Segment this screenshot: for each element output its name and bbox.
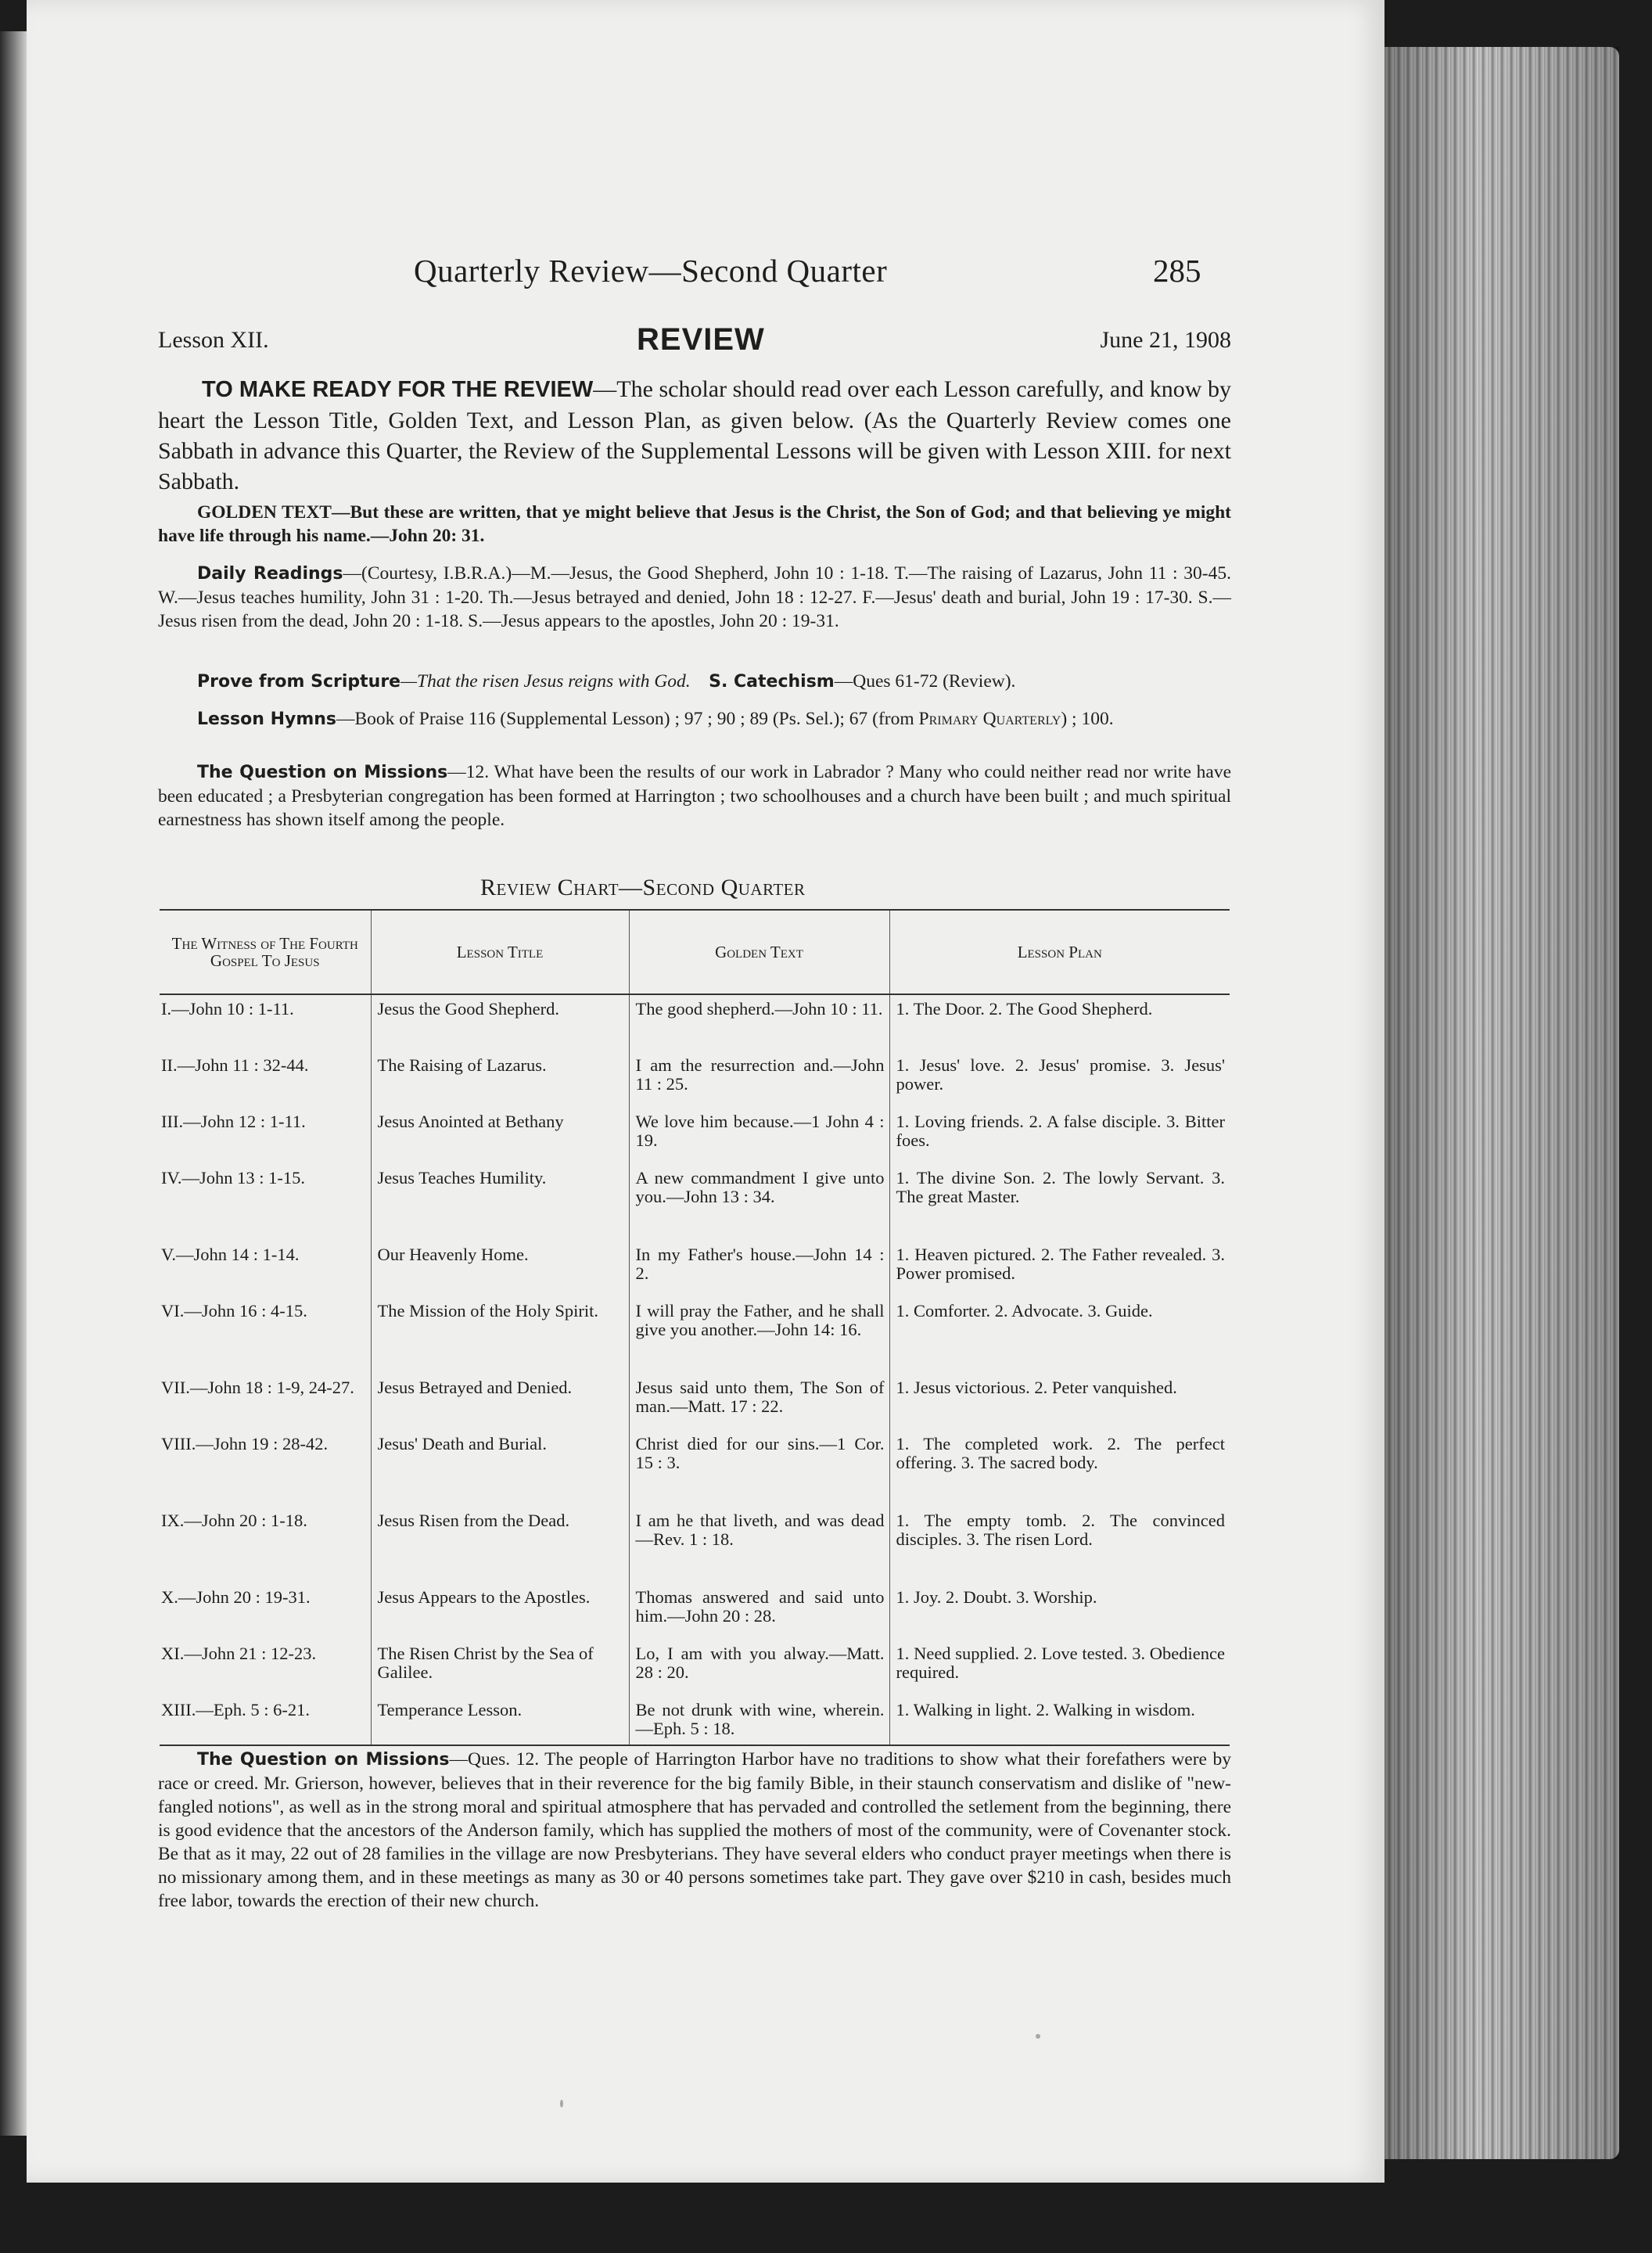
lesson-hymns: [158, 707, 1231, 731]
chart-cell-golden-text: We love him because.—1 John 4 : 19.: [629, 1108, 889, 1164]
chart-cell-title: Jesus the Good Shepherd.: [371, 994, 629, 1051]
review-chart-title: Review Chart—Second Quarter: [480, 875, 806, 900]
closing-label: The Question on Missions: [197, 1750, 450, 1770]
daily-readings-text: —(Courtesy, I.B.R.A.)—M.—Jesus, the Good Shepherd, John 10 : 1-18. T.—The raising of Lazarus, John 11 : 30-45. W.—Jesus teaches humility, John 31 : 1-20. Th.—Jesus betrayed and denied, John 18 : 12-27. F.—Jesus' death and burial, John 19 : 17-30. S.—Jesus risen from the dead, John 20 : 1-18. S.—Jesus appears to the apostles, John 20 : 19-31.: [158, 563, 1231, 631]
chart-cell-witness: VIII.—John 19 : 28-42.: [161, 1434, 329, 1453]
table-row: [160, 1640, 1230, 1696]
hymns-tail: ) ; 100.: [1061, 709, 1114, 729]
chart-cell-witness: III.—John 12 : 1-11.: [161, 1112, 306, 1131]
closing-text: —Ques. 12. The people of Harrington Harbor have no traditions to show what their forefathers were by race or creed. Mr. Grierson, however, believes that in their reverence for the big family Bible, in their staunch conservatism and dislike of "new-fangled notions", as well as in the strong moral and spiritual atmosphere that has pervaded and controlled the setlement from the beginning, there is good evidence that the ancestors of the Anderson family, which has supplied the mothers of most of the community, were of Covenanter stock. Be that as it may, 22 out of 28 families in the village are now Presbyterians. They have several elders who conduct prayer meetings when there is no missionary among them, and in these meetings as many as 30 or 40 persons sometimes take part. They gave over $210 in cash, besides much free labor, towards the erection of their new church.: [158, 1749, 1231, 1911]
table-row: [160, 1583, 1230, 1640]
chart-cell-golden-text: Lo, I am with you alway.—Matt. 28 : 20.: [629, 1640, 889, 1696]
table-row: [160, 1051, 1230, 1108]
lesson-title: REVIEW: [637, 322, 765, 357]
missions-question-text: —12. What have been the results of our work in Labrador ? Many who could neither read nor write have been educated ; a Presbyterian congregation has been formed at Harrington ; two schoolhouses and a church have been built ; and much spiritual earnestness has shown itself among the people.: [158, 762, 1231, 830]
table-row: [160, 1108, 1230, 1164]
table-row: [160, 1507, 1230, 1583]
chart-cell-title: Jesus Teaches Humility.: [371, 1164, 629, 1241]
chart-cell-title: The Risen Christ by the Sea of Galilee.: [371, 1640, 629, 1696]
running-title: Quarterly Review—Second Quarter: [414, 253, 888, 289]
closing-missions-paragraph: [158, 1748, 1231, 1913]
chart-cell-plan: 1. Jesus' love. 2. Jesus' promise. 3. Jesus' power.: [889, 1051, 1230, 1108]
daily-readings: [158, 562, 1231, 633]
chart-cell-witness: IX.—John 20 : 1-18.: [161, 1511, 307, 1530]
chart-cell-witness: I.—John 10 : 1-11.: [161, 999, 294, 1019]
table-row: [160, 1374, 1230, 1430]
chart-cell-title: The Raising of Lazarus.: [371, 1051, 629, 1108]
chart-cell-title: Temperance Lesson.: [371, 1696, 629, 1745]
intro-text: —The scholar should read over each Lesson carefully, and know by heart the Lesson Title, Golden Text, and Lesson Plan, as given below. (As the Quarterly Review comes one Sabbath in advance this Quarter, the Review of the Supplemental Lessons will be given with Lesson XIII. for next Sabbath.: [158, 376, 1231, 494]
table-row: [160, 1297, 1230, 1374]
chart-cell-witness: XIII.—Eph. 5 : 6-21.: [160, 1696, 371, 1745]
chart-header-golden-text: Golden Text: [629, 910, 889, 994]
chart-cell-witness: IV.—John 13 : 1-15.: [161, 1168, 305, 1188]
chart-cell-plan: 1. Heaven pictured. 2. The Father revealed. 3. Power promised.: [889, 1241, 1230, 1297]
chart-cell-golden-text: Jesus said unto them, The Son of man.—Matt. 17 : 22.: [629, 1374, 889, 1430]
chart-cell-witness: XI.—John 21 : 12-23.: [161, 1644, 317, 1663]
chart-cell-witness: V.—John 14 : 1-14.: [161, 1245, 300, 1264]
table-row: [160, 994, 1230, 1051]
table-row: [160, 1241, 1230, 1297]
chart-cell-plan: 1. Joy. 2. Doubt. 3. Worship.: [889, 1583, 1230, 1640]
lesson-date: June 21, 1908: [1100, 327, 1231, 353]
chart-cell-plan: 1. The completed work. 2. The perfect offering. 3. The sacred body.: [889, 1430, 1230, 1507]
chart-cell-plan: 1. Need supplied. 2. Love tested. 3. Obedience required.: [889, 1640, 1230, 1696]
lesson-heading: [158, 322, 1231, 361]
page-stack-edge: [1384, 47, 1619, 2159]
daily-readings-label: Daily Readings: [197, 564, 343, 584]
chart-cell-golden-text: I am he that liveth, and was dead —Rev. 1 : 18.: [629, 1507, 889, 1583]
chart-cell-witness: VI.—John 16 : 4-15.: [161, 1301, 307, 1321]
chart-cell-plan: 1. The Door. 2. The Good Shepherd.: [889, 994, 1230, 1051]
prove-from-scripture: [158, 670, 1231, 694]
chart-header-lesson-title: Lesson Title: [371, 910, 629, 994]
intro-paragraph: [158, 374, 1231, 497]
prove-text: —That the risen Jesus reigns with God.: [400, 671, 691, 692]
table-row: [160, 1164, 1230, 1241]
missions-question: [158, 760, 1231, 832]
chart-cell-golden-text: I am the resurrection and.—John 11 : 25.: [629, 1051, 889, 1108]
chart-cell-title: Jesus' Death and Burial.: [371, 1430, 629, 1507]
golden-text: [158, 501, 1231, 548]
chart-cell-plan: 1. Walking in light. 2. Walking in wisdom.: [889, 1696, 1230, 1745]
paper-blemish: [1036, 2034, 1040, 2039]
chart-cell-title: Jesus Betrayed and Denied.: [371, 1374, 629, 1430]
golden-text-body: —But these are written, that ye might believe that Jesus is the Christ, the Son of God; and that believing ye might have life through his name.—John 20: 31.: [158, 502, 1231, 546]
table-row: [160, 1696, 1230, 1745]
chart-cell-title: Jesus Risen from the Dead.: [371, 1507, 629, 1583]
chart-cell-plan: 1. Comforter. 2. Advocate. 3. Guide.: [889, 1297, 1230, 1374]
chart-cell-title: The Mission of the Holy Spirit.: [371, 1297, 629, 1374]
adjacent-page-edge: [0, 31, 27, 2136]
hymns-label: Lesson Hymns: [197, 710, 336, 729]
chart-cell-plan: 1. Loving friends. 2. A false disciple. 3. Bitter foes.: [889, 1108, 1230, 1164]
chart-cell-witness: II.—John 11 : 32-44.: [161, 1055, 309, 1075]
chart-cell-plan: 1. The divine Son. 2. The lowly Servant. 3. The great Master.: [889, 1164, 1230, 1241]
lesson-number: Lesson XII.: [158, 327, 269, 353]
chart-cell-golden-text: The good shepherd.—John 10 : 11.: [629, 994, 889, 1051]
missions-question-label: The Question on Missions: [197, 763, 448, 782]
chart-cell-golden-text: Christ died for our sins.—1 Cor. 15 : 3.: [629, 1430, 889, 1507]
chart-cell-title: Jesus Appears to the Apostles.: [371, 1583, 629, 1640]
paper-blemish: [560, 2100, 563, 2107]
chart-cell-golden-text: In my Father's house.—John 14 : 2.: [629, 1241, 889, 1297]
page-number: 285: [1153, 253, 1201, 289]
book-page: [27, 0, 1384, 2183]
chart-cell-golden-text: Be not drunk with wine, wherein.—Eph. 5 : 18.: [629, 1696, 889, 1745]
hymns-text: —Book of Praise 116 (Supplemental Lesson) ; 97 ; 90 ; 89 (Ps. Sel.); 67 (from: [336, 709, 919, 729]
golden-text-label: GOLDEN TEXT: [197, 502, 332, 523]
catechism-text: —Ques 61-72 (Review).: [834, 671, 1016, 692]
table-row: [160, 1430, 1230, 1507]
chart-header-lesson-plan: Lesson Plan: [889, 910, 1230, 994]
chart-header-row: [160, 910, 1230, 994]
catechism-label: S. Catechism: [709, 672, 835, 692]
chart-cell-title: Our Heavenly Home.: [371, 1241, 629, 1297]
chart-cell-golden-text: Thomas answered and said unto him.—John 20 : 28.: [629, 1583, 889, 1640]
chart-cell-golden-text: I will pray the Father, and he shall give you another.—John 14: 16.: [629, 1297, 889, 1374]
chart-cell-witness: VII.—John 18 : 1-9, 24-27.: [161, 1378, 354, 1397]
intro-lead: TO MAKE READY FOR THE REVIEW: [202, 377, 594, 402]
prove-label: Prove from Scripture: [197, 672, 401, 692]
chart-cell-golden-text: A new commandment I give unto you.—John 13 : 34.: [629, 1164, 889, 1241]
chart-cell-title: Jesus Anointed at Bethany: [371, 1108, 629, 1164]
chart-cell-witness: X.—John 20 : 19-31.: [161, 1587, 311, 1607]
chart-cell-plan: 1. The empty tomb. 2. The convinced disciples. 3. The risen Lord.: [889, 1507, 1230, 1583]
chart-header-witness: The Witness of The Fourth Gospel To Jesus: [160, 910, 371, 994]
review-chart: [160, 909, 1230, 1746]
hymns-primary: Primary Quarterly: [918, 709, 1061, 729]
chart-cell-plan: 1. Jesus victorious. 2. Peter vanquished.: [889, 1374, 1230, 1430]
